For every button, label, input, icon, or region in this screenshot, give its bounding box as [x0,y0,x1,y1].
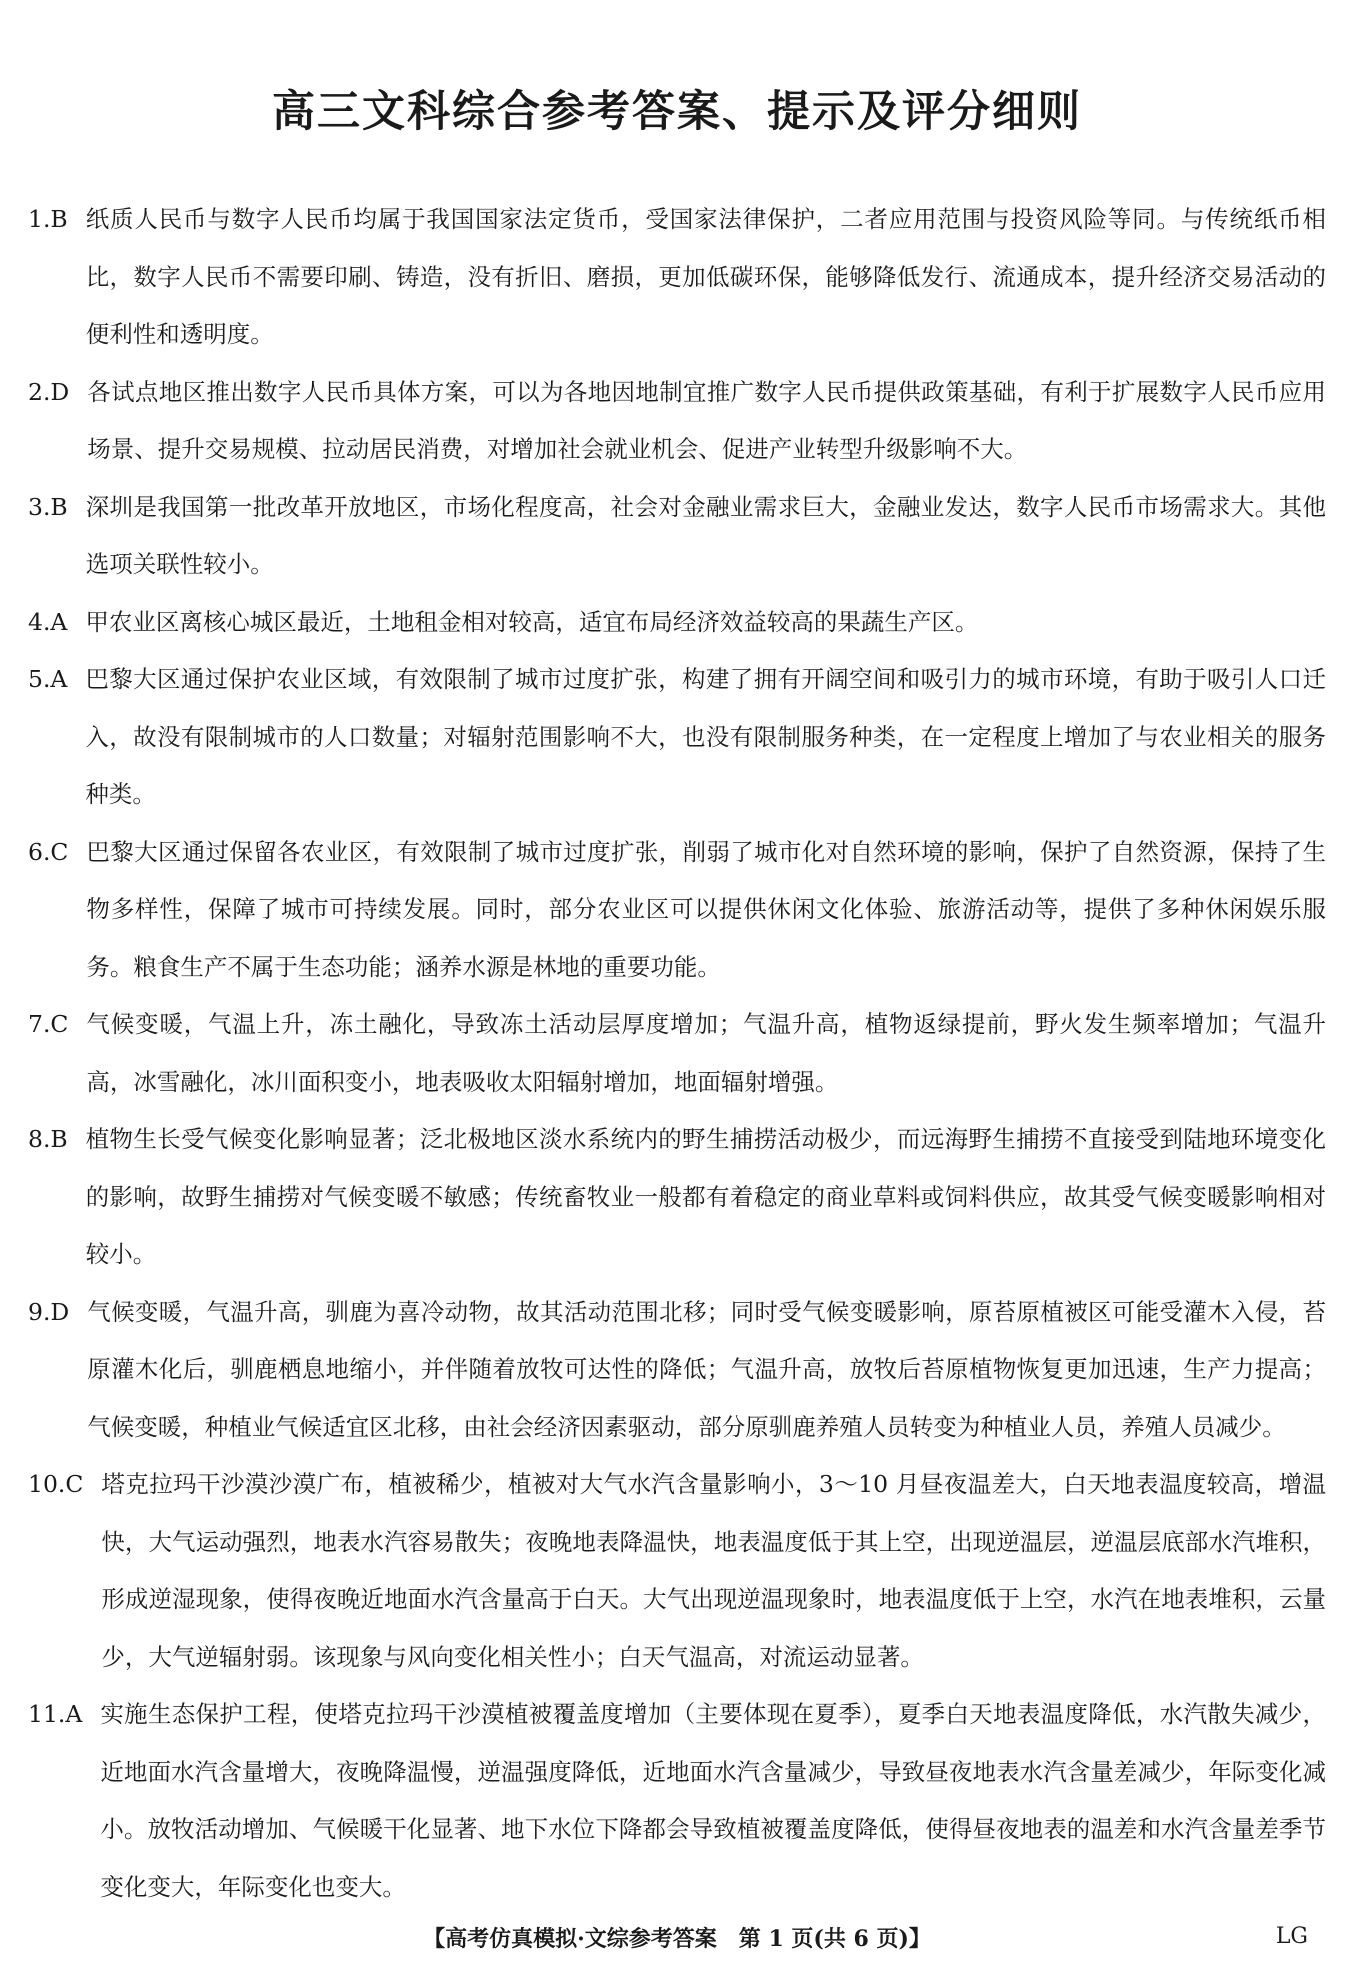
answer-number: 9.D [28,1297,70,1326]
answer-number: 4.A [28,607,68,636]
answer-number: 10.C [28,1470,84,1498]
answer-number: 6.C [28,837,69,866]
answer-number: 11.A [28,1700,83,1728]
answer-item [28,1456,1326,1686]
answer-text: 气候变暖，气温升高，驯鹿为喜冷动物，故其活动范围北移；同时受气候变暖影响，原苔原植被区可能受灌木入侵，苔原灌木化后，驯鹿栖息地缩小，并伴随着放牧可达性的降低；气温升高，放牧后苔原植物恢复更加迅速，生产力提高；气候变暖，种植业气候适宜区北移，由社会经济因素驱动，部分原驯鹿养殖人员转变为种植业人员，养殖人员减少。 [87,1297,1326,1441]
answer-item [28,824,1326,997]
answer-number: 1.B [28,205,68,233]
answer-text: 塔克拉玛干沙漠沙漠广布，植被稀少，植被对大气水汽含量影响小，3～10 月昼夜温差大，白天地表温度较高，增温快，大气运动强烈，地表水汽容易散失；夜晚地表降温快，地表温度低于其上空，出现逆温层，逆温层底部水汽堆积，形成逆湿现象，使得夜晚近地面水汽含量高于白天。大气出现逆温现象时，地表温度低于上空，水汽在地表堆积，云量少，大气逆辐射弱。该现象与风向变化相关性小；白天气温高，对流运动显著。 [101,1470,1326,1671]
answer-item [28,364,1326,479]
answer-item [28,996,1326,1111]
answer-text: 各试点地区推出数字人民币具体方案，可以为各地因地制宜推广数字人民币提供政策基础，有利于扩展数字人民币应用场景、提升交易规模、拉动居民消费，对增加社会就业机会、促进产业转型升级影响不大。 [87,377,1326,463]
answer-text: 深圳是我国第一批改革开放地区，市场化程度高，社会对金融业需求巨大，金融业发达，数字人民币市场需求大。其他选项关联性较小。 [85,492,1326,578]
answer-number: 2.D [28,377,70,406]
answer-list [28,191,1326,1916]
answer-text: 实施生态保护工程，使塔克拉玛干沙漠植被覆盖度增加（主要体现在夏季），夏季白天地表温度降低，水汽散失减少，近地面水汽含量增大，夜晚降温慢，逆温强度降低，近地面水汽含量减少，导致昼夜地表水汽含量差减少，年际变化减小。放牧活动增加、气候暖干化显著、地下水位下降都会导致植被覆盖度降低，使得昼夜地表的温差和水汽含量差季节变化变大，年际变化也变大。 [100,1700,1326,1901]
answer-item [28,1284,1326,1457]
answer-text: 气候变暖，气温上升，冻土融化，导致冻土活动层厚度增加；气温升高，植物返绿提前，野火发生频率增加；气温升高，冰雪融化，冰川面积变小，地表吸收太阳辐射增加，地面辐射增强。 [86,1010,1326,1096]
answer-number: 5.A [28,665,68,693]
answer-item [28,1111,1326,1284]
answer-item [28,594,1326,652]
answer-text: 巴黎大区通过保留各农业区，有效限制了城市过度扩张，削弱了城市化对自然环境的影响，保护了自然资源，保持了生物多样性，保障了城市可持续发展。同时，部分农业区可以提供休闲文化体验、旅游活动等，提供了多种休闲娱乐服务。粮食生产不属于生态功能；涵养水源是林地的重要功能。 [86,837,1326,981]
page-title: 高三文科综合参考答案、提示及评分细则 [272,87,1082,137]
answer-item [28,191,1326,364]
footer-code: LG [1275,1924,1308,1949]
page-footer: 【高考仿真模拟·文综参考答案 第 1 页(共 6 页)】 [423,1926,931,1952]
answer-text: 甲农业区离核心城区最近，土地租金相对较高，适宜布局经济效益较高的果蔬生产区。 [85,607,979,636]
answer-item [28,651,1326,824]
answer-number: 3.B [28,492,68,521]
answer-text: 植物生长受气候变化影响显著；泛北极地区淡水系统内的野生捕捞活动极少，而远海野生捕捞不直接受到陆地环境变化的影响，故野生捕捞对气候变暖不敏感；传统畜牧业一般都有着稳定的商业草料或饲料供应，故其受气候变暖影响相对较小。 [85,1125,1326,1268]
answer-text: 巴黎大区通过保护农业区域，有效限制了城市过度扩张，构建了拥有开阔空间和吸引力的城市环境，有助于吸引人口迁入，故没有限制城市的人口数量；对辐射范围影响不大，也没有限制服务种类，在一定程度上增加了与农业相关的服务种类。 [85,665,1326,808]
answer-number: 8.B [28,1125,68,1153]
answer-item [28,1686,1326,1916]
answer-number: 7.C [28,1010,69,1038]
answer-text: 纸质人民币与数字人民币均属于我国国家法定货币，受国家法律保护，二者应用范围与投资风险等同。与传统纸币相比，数字人民币不需要印刷、铸造，没有折旧、磨损，更加低碳环保，能够降低发行、流通成本，提升经济交易活动的便利性和透明度。 [85,205,1326,348]
answer-item [28,479,1326,594]
